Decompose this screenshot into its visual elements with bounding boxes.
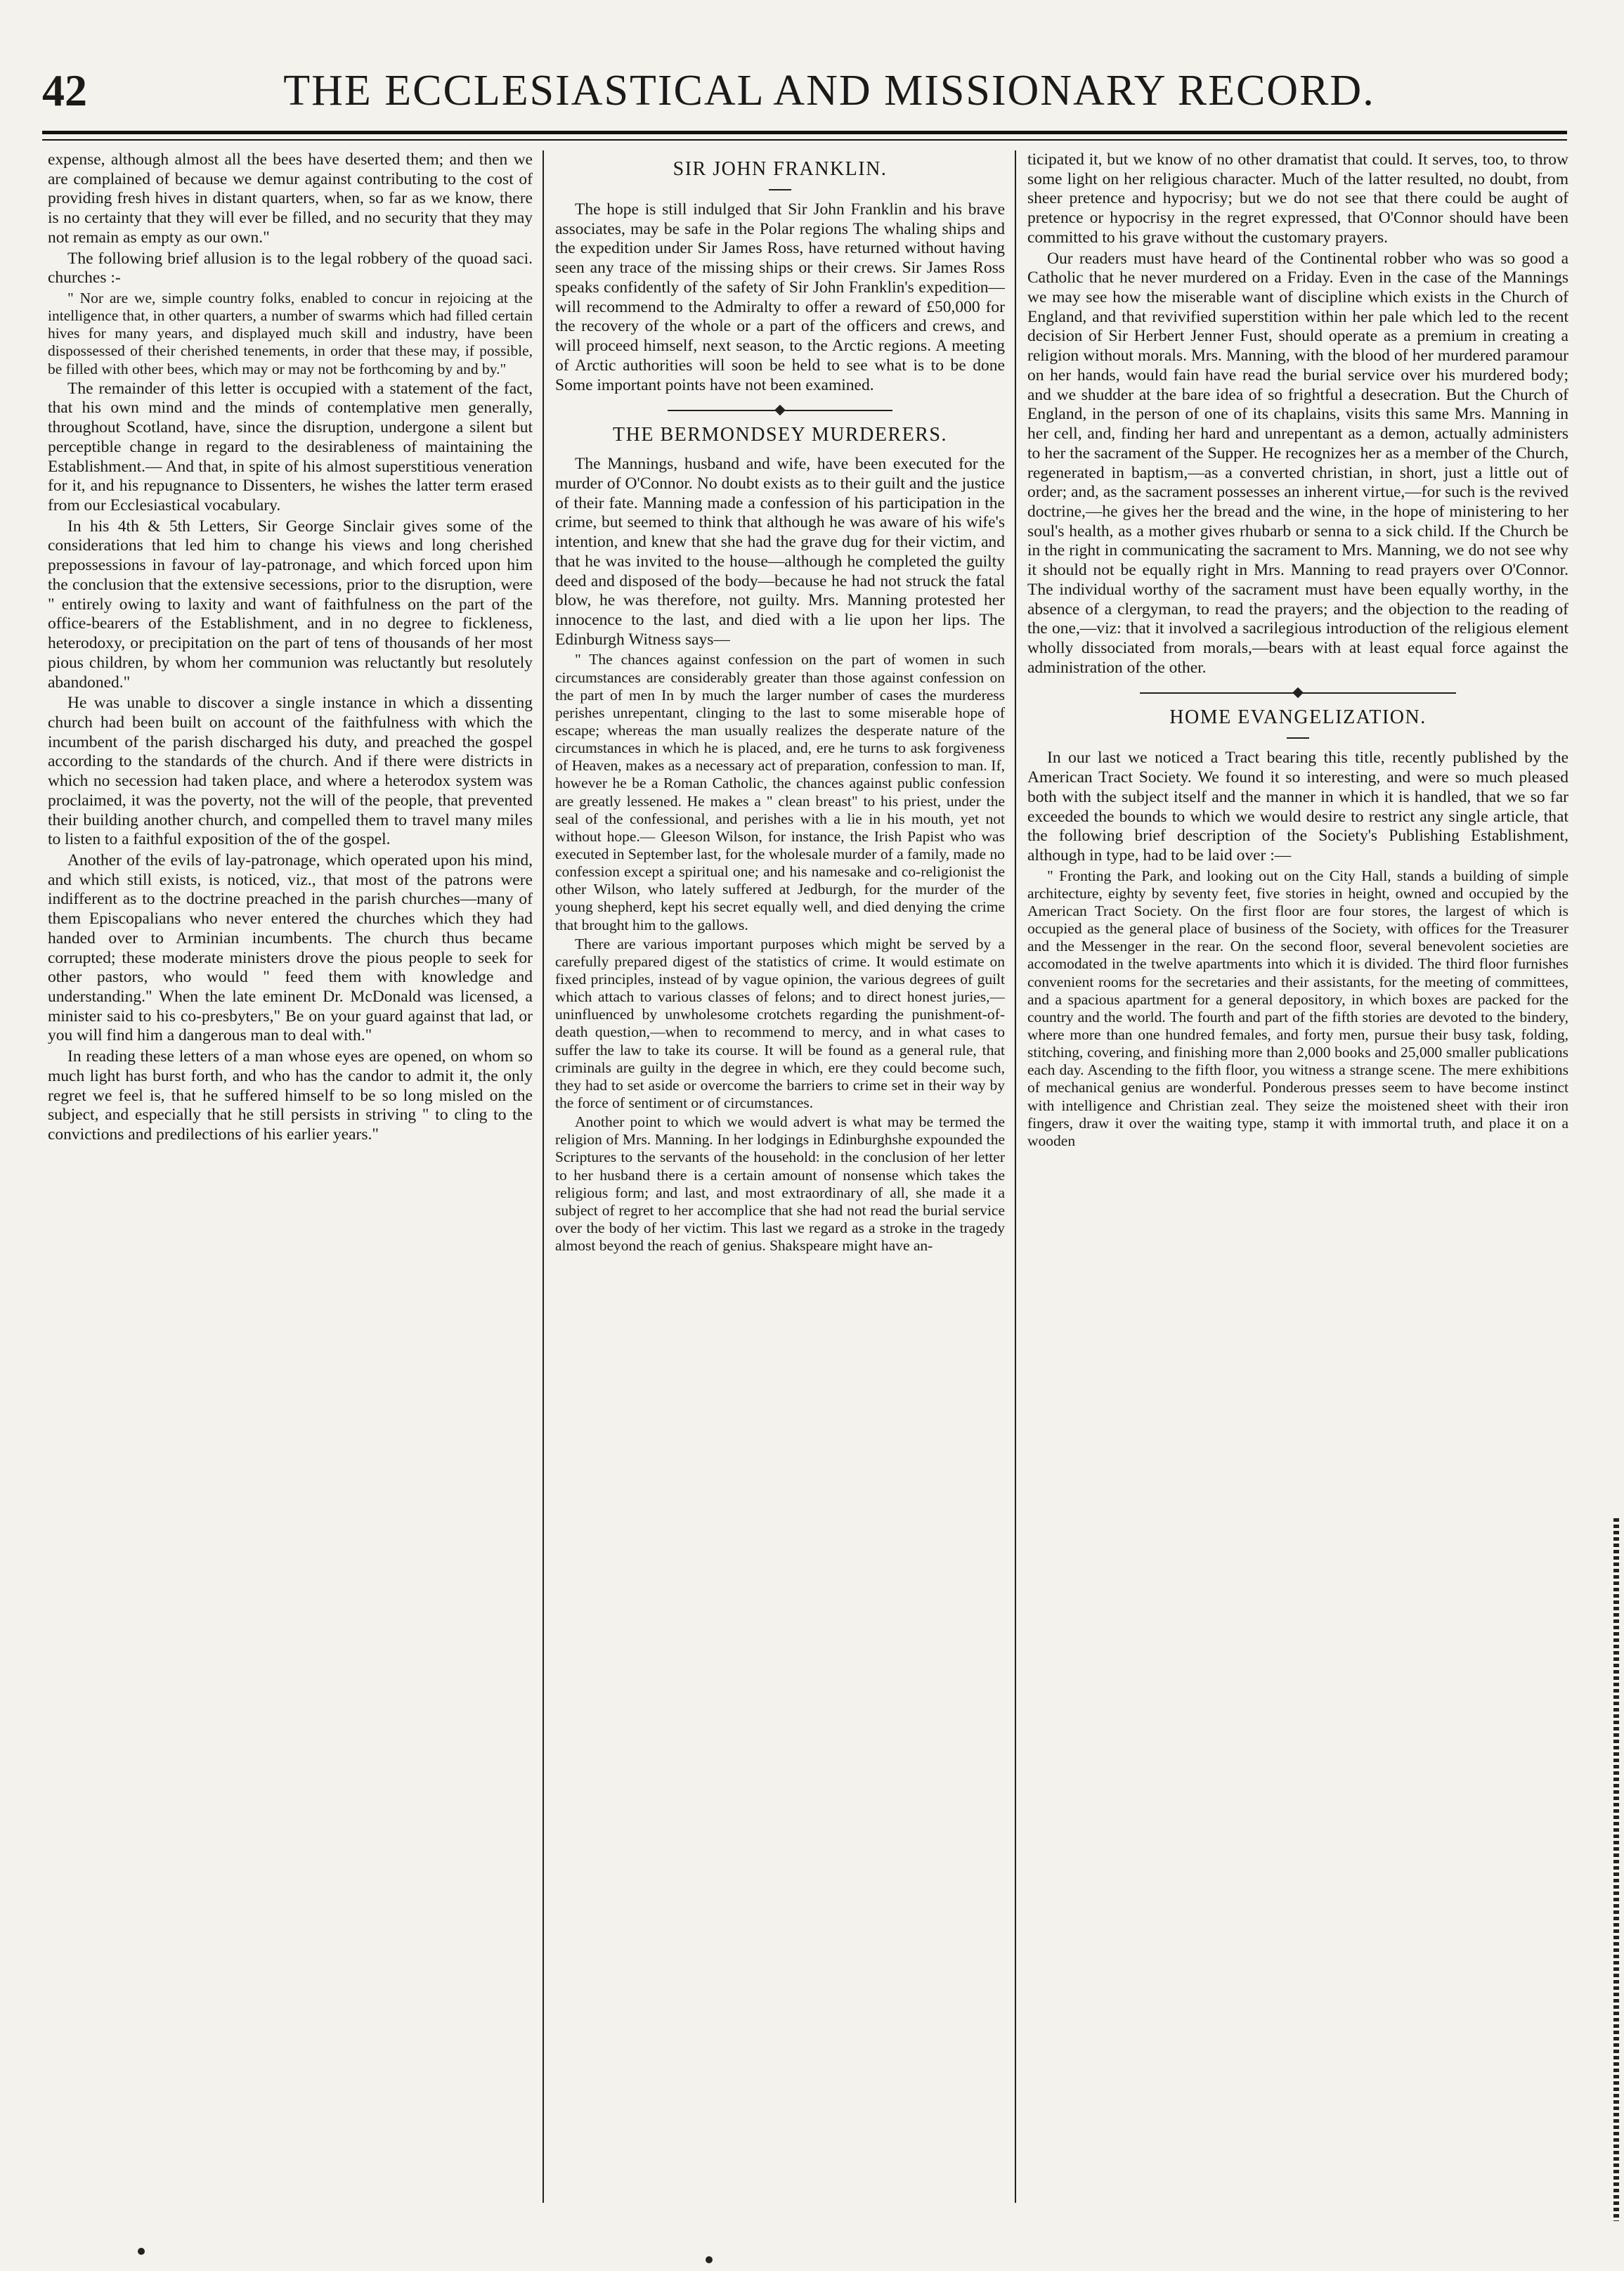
article-heading-franklin: SIR JOHN FRANKLIN. bbox=[673, 158, 888, 180]
section-ornament bbox=[1027, 687, 1568, 699]
column-1 bbox=[48, 150, 533, 2203]
column-divider-1 bbox=[543, 150, 544, 2203]
col3-paragraph: ticipated it, but we know of no other dramatist that could. It serves, too, to throw some light on her religious character. Much of the latter resulted, no doubt, from sheer pretence and hypocrisy; but we do not see that there could be aught of pretence or hypocrisy in the regret expressed, that O'Connor should have been committed to his grave without the customary prayers. bbox=[1027, 150, 1568, 247]
heading-dash bbox=[769, 189, 791, 190]
page-number: 42 bbox=[42, 65, 87, 115]
bermondsey-paragraph: There are various important purposes which might be served by a carefully prepared digest of the statistics of crime. It would estimate on fixed principles, instead of by vague opinion, the various degrees of guilt which attach to various classes of felons; and to direct honest juries,—uninfluenced by unwholesome crotchets regarding the punishment-of-death question,—when to recommend to mercy, and in what cases to suffer the law to take its course. It will be found as a general rule, that criminals are guilty in the degree in which, ere they could become such, they had to set aside or overcome the barriers to crime set in their way by the force of sentiment or of circumstances. bbox=[555, 935, 1005, 1111]
print-speck bbox=[138, 2248, 145, 2255]
ornament-diamond-icon bbox=[1292, 687, 1304, 699]
article-heading-home-evangelization: HOME EVANGELIZATION. bbox=[1169, 706, 1427, 729]
bermondsey-paragraph: The Mannings, husband and wife, have been executed for the murder of O'Connor. No doubt exists as to their guilt and the justice of their fate. Manning made a confession of his participation in the crime, but seemed to think that although he was aware of his wife's intention, and knew that she had the grave dug for their victim, and that he was invited to the house—although he completed the guilty deed and disposed of the body—because he had not struck the fatal blow, he was therefore, not guilty. Mrs. Manning protested her innocence to the last, and died with a lie upon her lips. The Edinburgh Witness says— bbox=[555, 455, 1005, 649]
franklin-text: The hope is still indulged that Sir John Franklin and his brave associates, may be safe in the Polar regions The whaling ships and the expedition under Sir James Ross, have returned without having seen any trace of the missing ships or their crews. Sir James Ross speaks confidently of the safety of Sir John Franklin's expedition—will recommend to the Admiralty to offer a reward of £50,000 for the recovery of the whole or a part of the officers and crews, and will proceed himself, next season, to the Arctic regions. A meeting of Arctic authorities will soon be held to see what is to be done Some important points have not been examined. bbox=[555, 200, 1005, 394]
col1-paragraph: In reading these letters of a man whose eyes are opened, on whom so much light has burst forth, and who has the candor to admit it, the only regret we feel is, that he suffered himself to be so long misled on the subject, and especially that he still persists in striving " to cling to the convictions and predilections of his earlier years." bbox=[48, 1047, 533, 1144]
column-3 bbox=[1027, 150, 1568, 2203]
bermondsey-quote: " The chances against confession on the part of women in such circumstances are considerably greater than those against confession on the part of men In by much the larger number of cases the murderess perishes unrepentant, clinging to the last to some miserable hope of escape; whereas the man usually realizes the desperate nature of the circumstances in which he is placed, and, ere he turns to ask forgiveness of Heaven, makes as a necessary act of preparation, confession to man. If, however he be a Roman Catholic, the chances against public confession are greatly lessened. He makes a " clean breast" to his priest, under the seal of the confessional, and perishes with a lie in his mouth, yet not without hope.— Gleeson Wilson, for instance, the Irish Papist who was executed in September last, for the wholesale murder of a family, made no confession except a spiritual one; and his namesake and co-religionist the other Wilson, who lately suffered at Jedburgh, for the murder of the young shepherd, kept his secret equally well, and died denying the crime that brought him to the gallows. bbox=[555, 651, 1005, 933]
heading-dash bbox=[1287, 737, 1309, 739]
home-quote: " Fronting the Park, and looking out on the City Hall, stands a building of simple architecture, eighty by seventy feet, five stories in height, owned and occupied by the American Tract Society. On the first floor are four stores, the largest of which is occupied as the general place of business of the Society, with offices for the Treasurer and the Messenger in the rear. On the second floor, several benevolent societies are accomodated in the twelve apartments into which it is divided. The third floor furnishes convenient rooms for the secretaries and their assistants, for the meeting of committees, and a spacious apartment for a general depository, in which boxes are packed for the country and the world. The fourth and part of the fifth stories are devoted to the bindery, where more than one hundred females, and forty men, pursue their busy task, folding, stitching, covering, and finishing more than 2,000 books and 25,000 smaller publications each day. Ascending to the fifth floor, you witness a strange scene. The mere exhibitions of mechanical genius are wonderful. Ponderous presses seem to have become instinct with intelligence and Christian zeal. They seize the moistened sheet with their iron fingers, draw it over the waiting type, stamp it with immortal truth, and place it on a wooden bbox=[1027, 867, 1568, 1149]
header-rule-thick bbox=[42, 131, 1567, 134]
page-header bbox=[42, 59, 1567, 122]
bermondsey-paragraph: Another point to which we would advert is what may be termed the religion of Mrs. Manning. In her lodgings in Edinburghshe expounded the Scriptures to the servants of the household: in the conclusion of her letter to her husband there is a certain amount of nonsense which takes the religious form; and last, and most extraordinary of all, she made it a subject of regret to her accomplice that she had not read the burial service over the body of her victim. This last we regard as a stroke in the tragedy almost beyond the reach of genius. Shakspeare might have an- bbox=[555, 1113, 1005, 1255]
print-speck bbox=[706, 2256, 713, 2263]
journal-title: THE ECCLESIASTICAL AND MISSIONARY RECORD. bbox=[283, 67, 1375, 115]
section-ornament bbox=[555, 405, 1005, 416]
column-divider-2 bbox=[1015, 150, 1016, 2203]
page-edge-mark bbox=[1613, 1518, 1619, 2221]
column-2 bbox=[555, 150, 1005, 2203]
article-heading-bermondsey: THE BERMONDSEY MURDERERS. bbox=[613, 424, 947, 446]
col1-paragraph: Another of the evils of lay-patronage, which operated upon his mind, and which still exists, is noticed, viz., that most of the patrons were indifferent as to the doctrine preached in the parish churches—many of them Episcopalians who never entered the churches which they had handed over to Arminian incumbents. The church thus became corrupted; these moderate ministers drove the pious people to seek for other pastors, who would " feed them with knowledge and understanding." When the late eminent Dr. McDonald was licensed, a minister said to his co-presbyters," Be on your guard against that lad, or you will find him a dangerous man to deal with." bbox=[48, 850, 533, 1045]
col1-paragraph: The following brief allusion is to the legal robbery of the quoad saci. churches :- bbox=[48, 249, 533, 287]
col1-quote: " Nor are we, simple country folks, enabled to concur in rejoicing at the intelligence that, in other quarters, a number of swarms which had filled certain hives for many years, and displayed much skill and industry, have been dispossessed of their cherished tenements, in order that these may, if possible, be filled with other bees, which may or may not be forthcoming by and by." bbox=[48, 290, 533, 377]
col1-paragraph: expense, although almost all the bees have deserted them; and then we are complained of because we demur against contributing to the cost of providing fresh hives in distant quarters, when, so far as we know, there is no certainty that they will ever be filled, and no security that they may not remain as empty as our own." bbox=[48, 150, 533, 247]
header-rule-thin bbox=[42, 139, 1567, 141]
ornament-diamond-icon bbox=[774, 405, 786, 416]
col1-paragraph: In his 4th & 5th Letters, Sir George Sinclair gives some of the considerations that led him to change his views and long cherished prepossessions in favour of lay-patronage, and which forced upon him the conclusion that the extensive secessions, prior to the disruption, were " entirely owing to laxity and want of faithfulness on the part of the office-bearers of the Establishment, and in no degree to fickleness, heterodoxy, or precipitation on the part of tens of thousands of her most pious children, by whom her communion was reluctantly but resolutely abandoned." bbox=[48, 517, 533, 692]
col1-paragraph: He was unable to discover a single instance in which a dissenting church had been built on account of the faithfulness with which the incumbent of the parish discharged his duty, and preached the gospel according to the standards of the church. And if there were districts in which no secession had taken place, and where a heterodox system was proclaimed, it was the poverty, not the will of the people, that prevented their building another church, and compelled them to travel many miles to listen to a faithful exposition of the of the gospel. bbox=[48, 694, 533, 849]
col1-paragraph: The remainder of this letter is occupied with a statement of the fact, that his own mind and the minds of contemplative men generally, throughout Scotland, have, since the disruption, undergone a silent but perceptible change in regard to the desirableness of maintaining the Establishment.— And that, in spite of his almost superstitious veneration for it, and his repugnance to Dissenters, he wishes the latter term erased from our Ecclesiastical vocabulary. bbox=[48, 379, 533, 515]
home-paragraph: In our last we noticed a Tract bearing this title, recently published by the American Tract Society. We found it so interesting, and were so much pleased both with the subject itself and the manner in which it is handled, that we so far exceeded the bounds to which we would desire to restrict any single article, that the following brief description of the Society's Publishing Establishment, although in type, had to be laid over :— bbox=[1027, 749, 1568, 865]
col3-paragraph: Our readers must have heard of the Continental robber who was so good a Catholic that he never murdered on a Friday. Even in the case of the Mannings we may see how the miserable want of discipline which exists in the Church of England, and that revivified superstition within her pale which led to the recent decision of Sir Herbert Jenner Fust, should operate as a premium in creating a religion without morals. Mrs. Manning, with the blood of her murdered paramour on her hands, would fain have read the burial service over his murdered body; and we shudder at the bare idea of so frightful a desecration. But the Church of England, in the person of one of its chaplains, visits this same Mrs. Manning in her cell, and, finding her hard and unrepentant as a demon, actually administers to her the sacrament of the Supper. He recognizes her as a member of the Church, regenerated in baptism,—as a converted christian, in short, just a little out of order; and, as the sacrament possesses an inherent virtue,—for such is the revived doctrine,—he gives her the bread and the wine, in the hope of ministering to her soul's health, as a mother gives rhubarb or senna to a sick child. If the Church be in the right in communicating the sacrament to Mrs. Manning, we do not see why it should not be equally right in Mrs. Manning to read prayers over O'Connor. The individual worthy of the sacrament must have been equally worthy, in the absence of a clergyman, to read the prayers; and the objection to the reading of the one,—viz: that it involved a sacrilegious introduction of the religious element wholly dissociated from morals,—bears with at least equal force against the administration of the other. bbox=[1027, 249, 1568, 677]
